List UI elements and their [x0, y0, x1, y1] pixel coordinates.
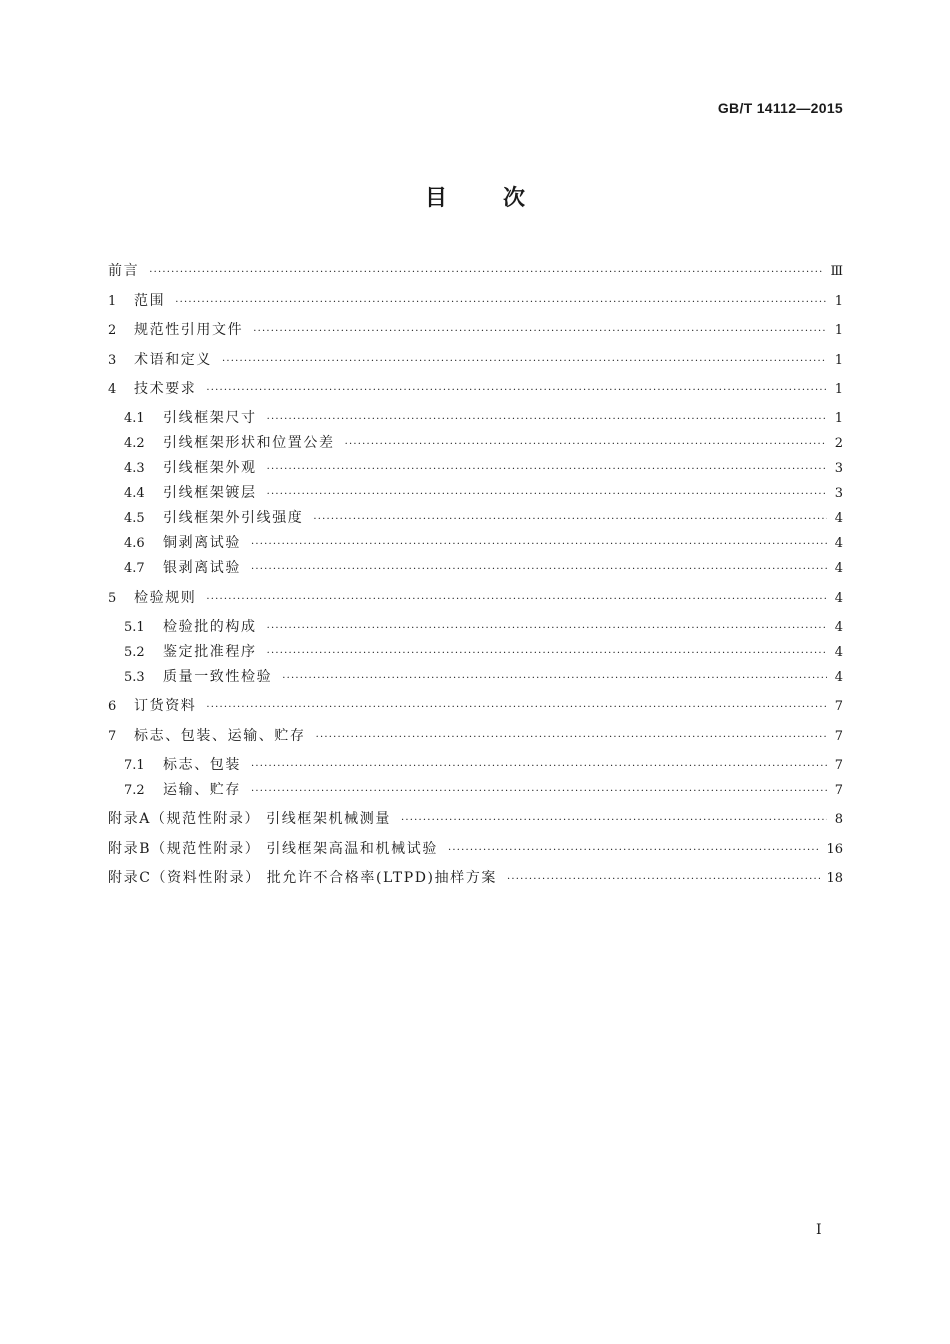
toc-dot-leader — [401, 810, 827, 832]
toc-entry[interactable] — [124, 666, 843, 688]
toc-entry-page: 1 — [834, 294, 843, 309]
toc-entry-page: 1 — [834, 411, 843, 426]
toc-entry-number: 5.1 — [124, 620, 145, 635]
toc-entry[interactable] — [124, 532, 843, 554]
toc-entry-number: 7 — [108, 729, 117, 744]
toc-dot-leader — [267, 618, 827, 640]
toc-entry[interactable] — [124, 432, 843, 454]
toc-entry-page: 2 — [834, 436, 843, 451]
toc-entry[interactable] — [108, 838, 843, 860]
toc-entry-label: 标志、包装、运输、贮存 — [134, 728, 306, 744]
toc-entry-number: 4.3 — [124, 461, 145, 476]
toc-entry-number: 7.2 — [124, 783, 145, 798]
toc-entry-label: 引线框架尺寸 — [163, 410, 257, 426]
toc-entry-number: 4.6 — [124, 536, 145, 551]
toc-entry-page: 7 — [834, 699, 843, 714]
toc-dot-leader — [206, 589, 827, 611]
toc-entry-page: 3 — [834, 461, 843, 476]
toc-entry[interactable] — [108, 290, 843, 312]
toc-entry-page: 7 — [834, 758, 843, 773]
toc-entry-number: 5.2 — [124, 645, 145, 660]
toc-dot-leader — [448, 840, 821, 862]
toc-entry-page: 4 — [834, 561, 843, 576]
toc-dot-leader — [267, 409, 827, 431]
toc-entry[interactable] — [108, 808, 843, 830]
toc-entry-page: 1 — [834, 323, 843, 338]
toc-dot-leader — [251, 559, 827, 581]
toc-entry[interactable] — [108, 695, 843, 717]
toc-entry[interactable] — [124, 557, 843, 579]
toc-entry-label: 订货资料 — [134, 698, 197, 714]
toc-entry-page: 4 — [834, 591, 843, 606]
toc-dot-leader — [345, 434, 827, 456]
toc-entry-number: 7.1 — [124, 758, 145, 773]
toc-dot-leader — [251, 781, 827, 803]
toc-entry-number: 3 — [108, 353, 117, 368]
toc-entry-number: 4.4 — [124, 486, 145, 501]
toc-entry[interactable] — [124, 616, 843, 638]
toc-entry-label: 检验规则 — [134, 590, 197, 606]
toc-dot-leader — [313, 509, 827, 531]
page-number: I — [816, 1222, 822, 1238]
toc-entry-number: 5.3 — [124, 670, 145, 685]
toc-entry[interactable] — [124, 779, 843, 801]
toc-entry-page: 4 — [834, 645, 843, 660]
toc-entry-number: 1 — [108, 294, 117, 309]
toc-entry[interactable] — [124, 507, 843, 529]
toc-entry-label: 银剥离试验 — [163, 560, 241, 576]
toc-entry[interactable] — [108, 319, 843, 341]
toc-dot-leader — [206, 697, 827, 719]
toc-entry[interactable] — [108, 587, 843, 609]
toc-entry[interactable] — [108, 260, 843, 282]
toc-entry-number: 4 — [108, 382, 117, 397]
toc-entry-page: 4 — [834, 620, 843, 635]
toc-entry-label: 规范性引用文件 — [134, 322, 244, 338]
toc-entry-page: Ⅲ — [830, 264, 843, 279]
toc-entry-label: 技术要求 — [134, 381, 197, 397]
toc-dot-leader — [267, 459, 827, 481]
toc-entry-label: 标志、包装 — [163, 757, 241, 773]
toc-dot-leader — [251, 534, 827, 556]
toc-entry-number: 4.5 — [124, 511, 145, 526]
toc-entry-page: 4 — [834, 670, 843, 685]
toc-dot-leader — [316, 727, 827, 749]
toc-dot-leader — [507, 869, 820, 891]
standard-code: GB/T 14112—2015 — [717, 100, 843, 116]
toc-entry-number: 4.2 — [124, 436, 145, 451]
toc-entry-label: 运输、贮存 — [163, 782, 241, 798]
toc-entry[interactable] — [124, 482, 843, 504]
toc-entry-label: 范围 — [134, 293, 166, 309]
toc-entry-label: 引线框架形状和位置公差 — [163, 435, 335, 451]
toc-entry-label: 附录B（规范性附录） 引线框架高温和机械试验 — [108, 841, 438, 857]
toc-entry-number: 6 — [108, 699, 117, 714]
toc-entry-label: 检验批的构成 — [163, 619, 257, 635]
toc-dot-leader — [251, 756, 827, 778]
toc-entry-label: 引线框架镀层 — [163, 485, 257, 501]
toc-entry-label: 前言 — [108, 263, 140, 279]
toc-entry-page: 8 — [834, 812, 843, 827]
toc-entry-label: 鉴定批准程序 — [163, 644, 257, 660]
toc-entry[interactable] — [108, 378, 843, 400]
toc-entry-page: 18 — [826, 871, 843, 886]
toc-entry-page: 7 — [834, 783, 843, 798]
toc-entry-page: 1 — [834, 382, 843, 397]
toc-entry-number: 4.1 — [124, 411, 145, 426]
toc-dot-leader — [253, 321, 827, 343]
toc-entry-label: 引线框架外观 — [163, 460, 257, 476]
toc-entry-label: 铜剥离试验 — [163, 535, 241, 551]
toc-entry-label: 引线框架外引线强度 — [163, 510, 304, 526]
toc-dot-leader — [206, 380, 827, 402]
toc-entry-number: 5 — [108, 591, 117, 606]
toc-dot-leader — [267, 643, 827, 665]
toc-entry-label: 附录A（规范性附录） 引线框架机械测量 — [108, 811, 391, 827]
toc-entry-page: 4 — [834, 511, 843, 526]
toc-entry-label: 术语和定义 — [134, 352, 212, 368]
toc-entry[interactable] — [108, 349, 843, 371]
toc-dot-leader — [282, 668, 827, 690]
toc-entry[interactable] — [124, 641, 843, 663]
toc-dot-leader — [149, 262, 824, 284]
toc-entry[interactable] — [108, 867, 843, 889]
toc-dot-leader — [267, 484, 827, 506]
toc-entry-page: 1 — [834, 353, 843, 368]
toc-entry-page: 7 — [834, 729, 843, 744]
toc-entry-page: 16 — [826, 842, 843, 857]
toc-entry-page: 3 — [834, 486, 843, 501]
toc-dot-leader — [222, 351, 827, 373]
toc-entry[interactable] — [124, 457, 843, 479]
toc-entry-number: 2 — [108, 323, 117, 338]
toc-entry-label: 附录C（资料性附录） 批允许不合格率(LTPD)抽样方案 — [108, 870, 498, 886]
toc-entry-number: 4.7 — [124, 561, 145, 576]
toc-entry[interactable] — [108, 725, 843, 747]
toc-entry[interactable] — [124, 754, 843, 776]
toc-entry-page: 4 — [834, 536, 843, 551]
toc-entry[interactable] — [124, 407, 843, 429]
toc-entry-label: 质量一致性检验 — [163, 669, 273, 685]
toc-dot-leader — [175, 292, 827, 314]
page-title: 目次 — [424, 186, 581, 211]
